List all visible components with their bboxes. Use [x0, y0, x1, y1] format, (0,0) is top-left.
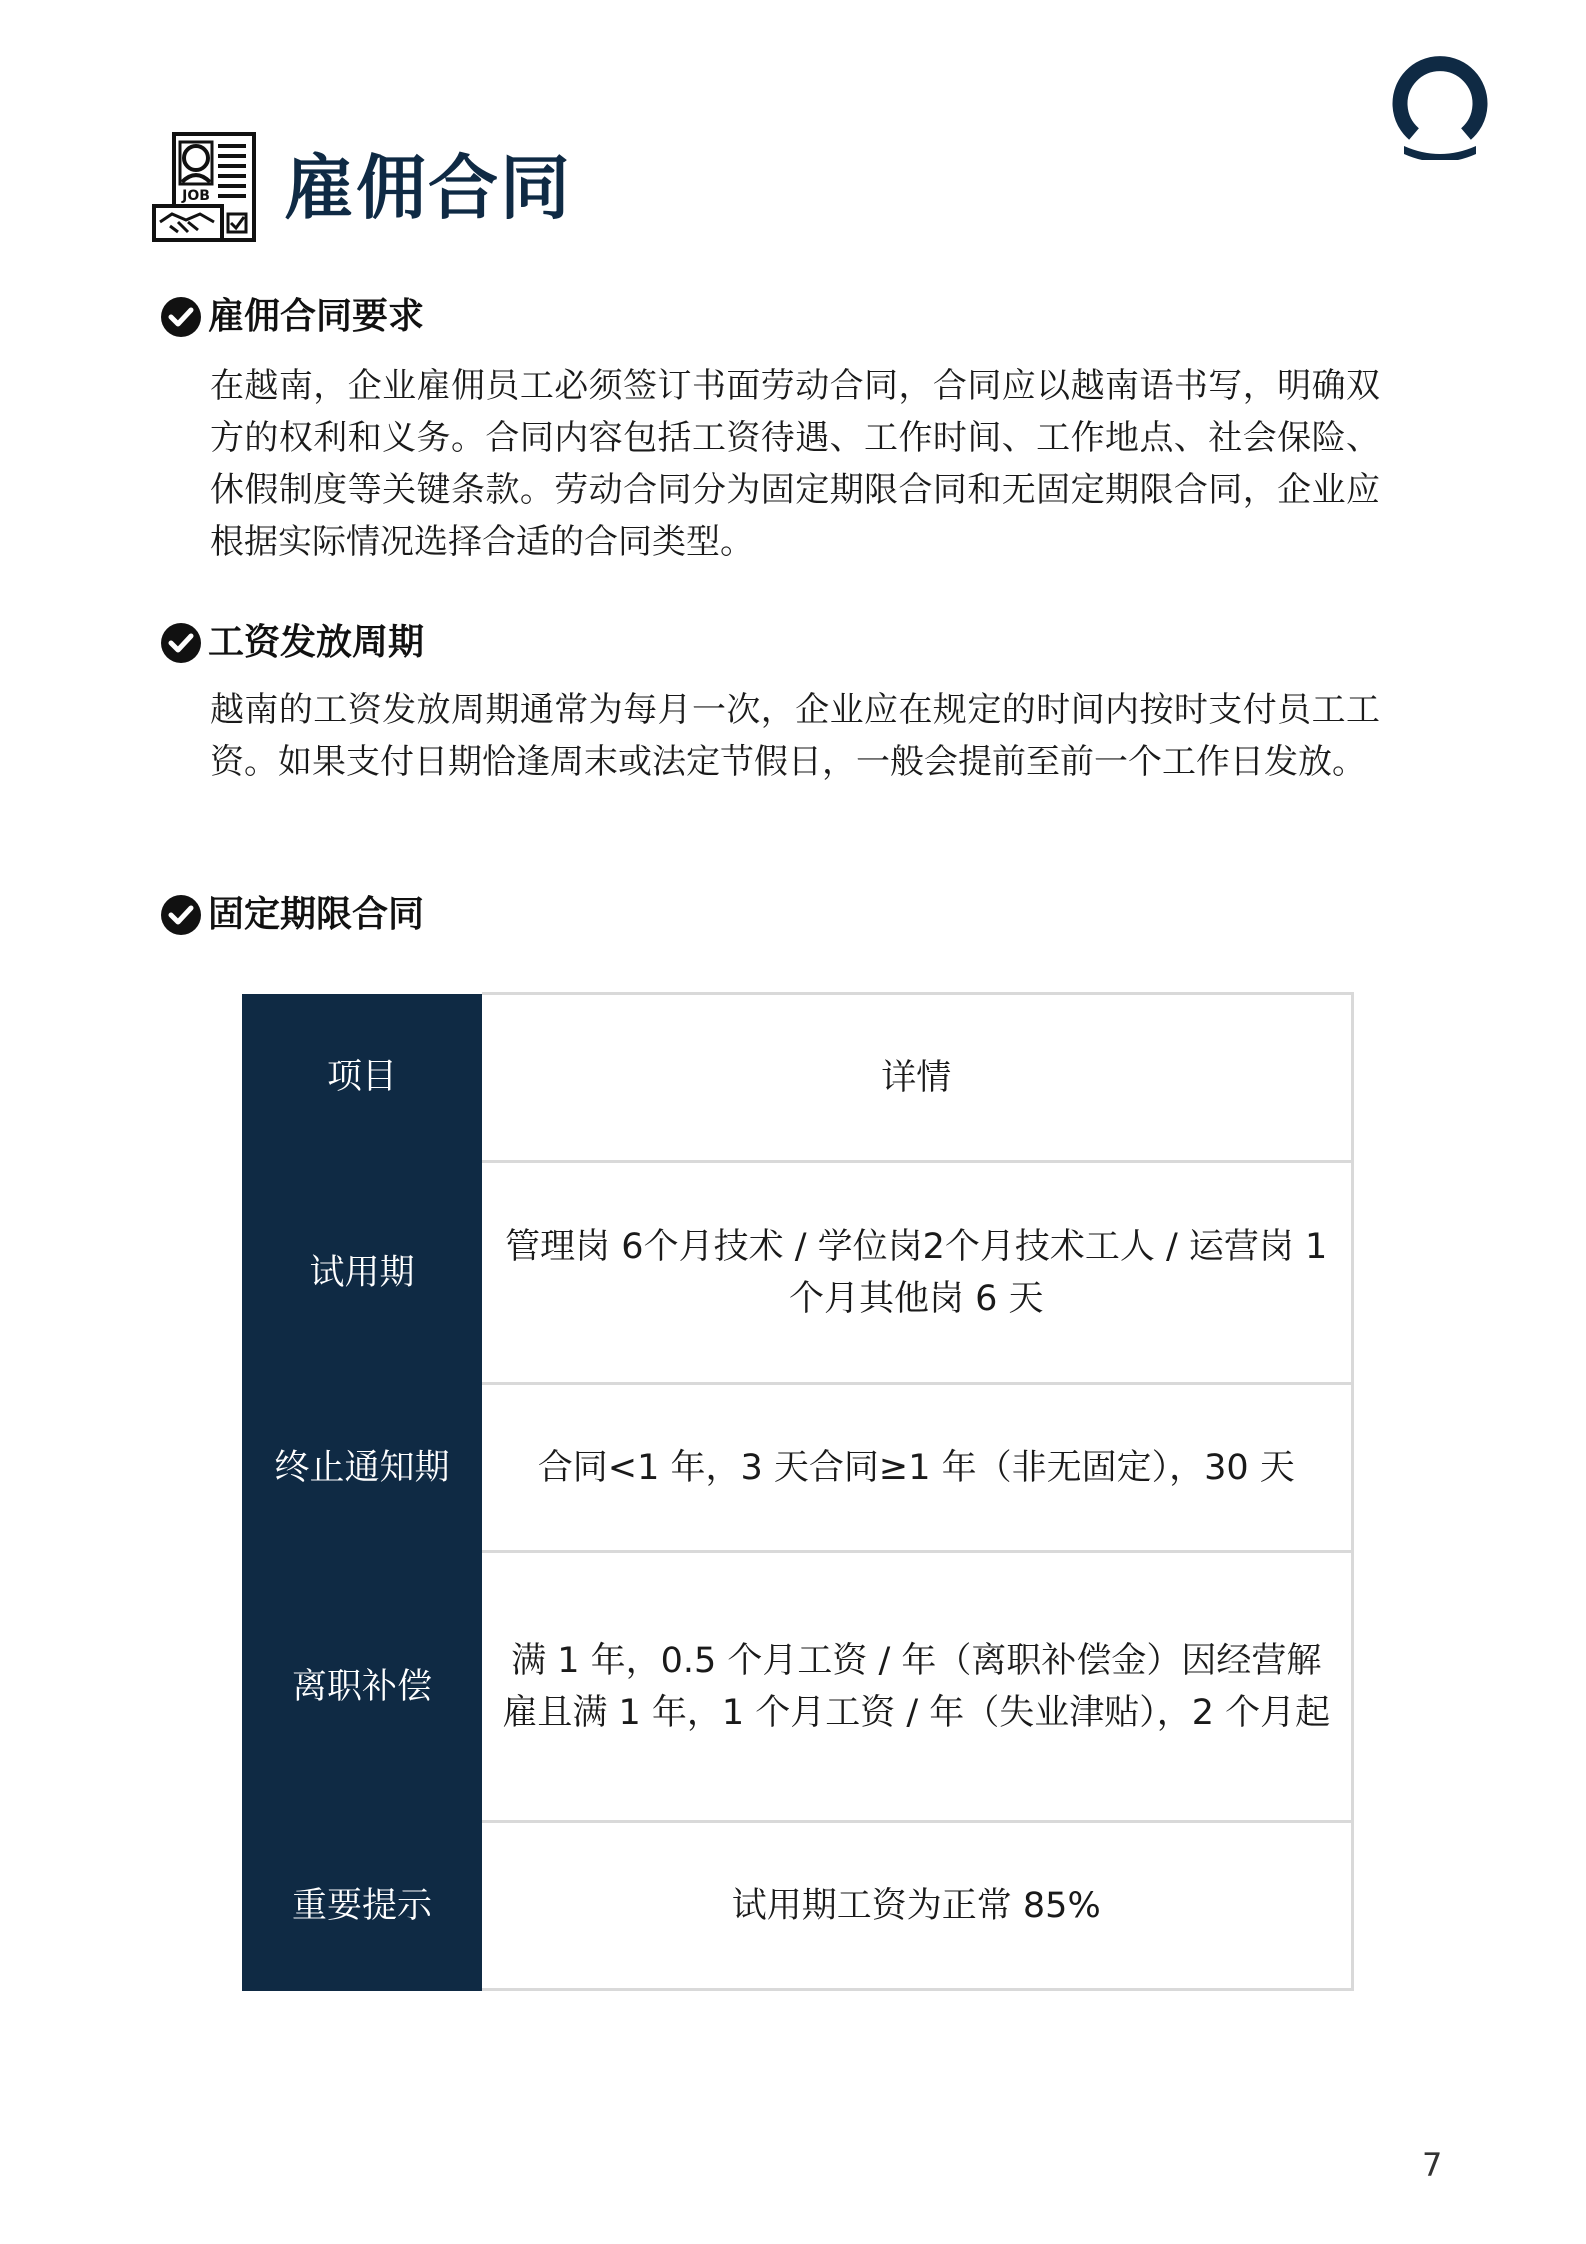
page-number: 7: [1422, 2146, 1443, 2184]
section-heading-contract-requirements: [160, 296, 424, 338]
table-header-item: 项目: [242, 994, 482, 1162]
table-cell-key: 试用期: [242, 1162, 482, 1384]
brand-logo-icon: [1384, 50, 1496, 160]
page-header: [152, 128, 572, 248]
job-icon-label: JOB: [182, 188, 210, 204]
table-row: [242, 1384, 1352, 1552]
section-body-contract-requirements: 在越南，企业雇佣员工必须签订书面劳动合同，合同应以越南语书写，明确双方的权利和义务。合同内容包括工资待遇、工作时间、工作地点、社会保险、休假制度等关键条款。劳动合同分为固定期限合同和无固定期限合同，企业应根据实际情况选择合适的合同类型。: [210, 366, 1380, 562]
section-body-pay-cycle: 越南的工资发放周期通常为每月一次，企业应在规定的时间内按时支付员工工资。如果支付日期恰逢周末或法定节假日，一般会提前至前一个工作日发放。: [210, 690, 1380, 782]
page-title: 雇佣合同: [284, 147, 572, 229]
job-contract-handshake-icon: [152, 130, 262, 246]
table-cell-key: 离职补偿: [242, 1552, 482, 1822]
table-header-detail: 详情: [482, 994, 1352, 1162]
table-cell-value: 试用期工资为正常 85%: [482, 1822, 1352, 1990]
section-title: 工资发放周期: [208, 622, 425, 663]
check-circle-icon: [160, 296, 202, 338]
table-cell-key: 终止通知期: [242, 1384, 482, 1552]
fixed-term-contract-table: [242, 992, 1354, 1991]
section-heading-pay-cycle: [160, 622, 424, 664]
check-circle-icon: [160, 894, 202, 936]
table-cell-value: 满 1 年，0.5 个月工资 / 年（离职补偿金）因经营解雇且满 1 年，1 个月工资 / 年（失业津贴），2 个月起: [482, 1552, 1352, 1822]
section-title: 雇佣合同要求: [208, 296, 425, 337]
table-row: [242, 1822, 1352, 1990]
section-heading-fixed-term: [160, 894, 424, 936]
table-cell-key: 重要提示: [242, 1822, 482, 1990]
table-row: [242, 1552, 1352, 1822]
table-row: [242, 1162, 1352, 1384]
table-cell-value: 合同<1 年，3 天合同≥1 年（非无固定），30 天: [482, 1384, 1352, 1552]
check-circle-icon: [160, 622, 202, 664]
table-row: [242, 994, 1352, 1162]
section-title: 固定期限合同: [208, 894, 425, 935]
table-cell-value: 管理岗 6个月技术 / 学位岗2个月技术工人 / 运营岗 1个月其他岗 6 天: [482, 1162, 1352, 1384]
